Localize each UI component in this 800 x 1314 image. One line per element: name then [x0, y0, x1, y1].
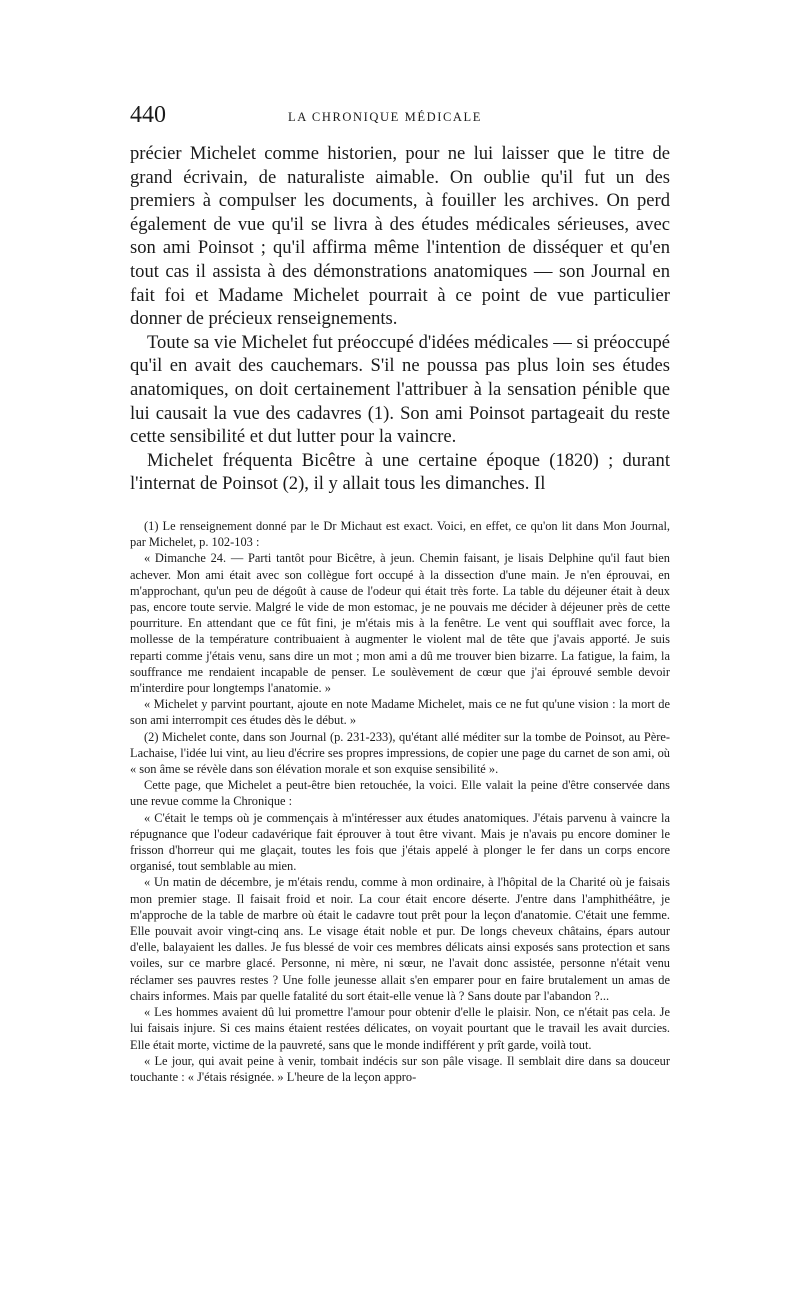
footnote-1: (1) Le renseignement donné par le Dr Michaut est exact. Voici, en effet, ce qu'on lit dans Mon Journal, par Michelet, p. 102-103 : — [130, 519, 670, 550]
main-text — [130, 142, 670, 496]
footnote-quote: « Les hommes avaient dû lui promettre l'amour pour obtenir d'elle le plaisir. Non, ce n'était pas cela. Je lui faisais injure. Si ces mains étaient restées délicates, on voyait pourtant que le travail les avait durcies. Elle était morte, victime de la pauvreté, sans que le monde indifférent y prît garde, voilà tout. — [130, 1005, 670, 1052]
body-paragraph: précier Michelet comme historien, pour ne lui laisser que le titre de grand écrivain, de naturaliste aimable. On oublie qu'il fut un des premiers à compulser les documents, à fouiller les archives. On perd également de vue qu'il se livra à des études médicales sérieuses, avec son ami Poinsot ; qu'il affirma même l'intention de disséquer et qu'en tout cas il assista à des démonstrations anatomiques — son Journal en fait foi et Madame Michelet pourrait à ce point de vue particulier donner de précieux renseignements. — [130, 143, 670, 330]
footnote-2: (2) Michelet conte, dans son Journal (p. 231-233), qu'étant allé méditer sur la tombe de Poinsot, au Père-Lachaise, l'idée lui vint, au lieu d'écrire ses propres impressions, de copier une page du carnet de son ami, où « son âme se révèle dans son élévation morale et son exquise sensibilité ». — [130, 729, 670, 777]
footnote-quote: « Michelet y parvint pourtant, ajoute en note Madame Michelet, mais ce ne fut qu'une vision : la mort de son ami interrompit ces études dès le début. » — [130, 697, 670, 728]
footnote-quote: « C'était le temps où je commençais à m'intéresser aux études anatomiques. J'étais parvenu à vaincre la répugnance que l'odeur cadavérique fait éprouver à tout être vivant. Mais je n'avais pu encore dominer le frisson d'horreur qui me glaçait, toutes les fois que j'étais appelé à plonger le fer dans un corps encore organisé, tout semblable au mien. — [130, 810, 670, 874]
footnote-quote: « Un matin de décembre, je m'étais rendu, comme à mon ordinaire, à l'hôpital de la Charité où je faisais mon premier stage. Il faisait froid et noir. La cour était encore déserte. J'entre dans l'amphithéâtre, je m'approche de la table de marbre où était le cadavre tout prêt pour la leçon d'anatomie. C'était une femme. Elle pouvait avoir vingt-cinq ans. Le visage était noble et pur. De longs cheveux châtains, épars autour d'elle, balayaient les dalles. Je fus blessé de voir ces membres délicats ainsi exposés sans protection et sans voiles, sur ce marbre glacé. Personne, ni mère, ni sœur, ne l'avait donc assistée, personne n'était venu réclamer ses pauvres restes ? Une folle jeunesse allait s'en emparer pour en faire brutalement un amas de chairs informes. Mais par quelle fatalité du sort était-elle venue là ? Sans doute par l'abandon ?... — [130, 875, 670, 1003]
page-number: 440 — [130, 102, 166, 128]
footnote-quote: « Dimanche 24. — Parti tantôt pour Bicêtre, à jeun. Chemin faisant, je lisais Delphine qu'il faut bien achever. Mon ami était avec son collègue fort occupé à la dissection d'une main. Je n'en éprouvai, en m'approchant, qu'un peu de dégoût à cause de l'odeur qui était très forte. La table du déjeuner était à deux pas, encore toute servie. Malgré le vide de mon estomac, je ne pouvais me décider à déjeuner près de cette pourriture. En attendant que ce fût fini, je m'étais mis à la fenêtre. Le vent qui soufflait avec force, la mollesse de la température contribuaient à augmenter le violent mal de tête que j'avais apporté. Je suis reparti comme j'étais venu, sans dire un mot ; mon ami a dû me trouver bien bizarre. La fatigue, la faim, la souffrance me rendaient incapable de penser. Le soulèvement de cœur que j'ai éprouvé semble devoir m'interdire pour longtemps l'anatomie. » — [130, 551, 670, 696]
body-paragraph: Toute sa vie Michelet fut préoccupé d'idées médicales — si préoccupé qu'il en avait des cauchemars. S'il ne poussa pas plus loin ses études anatomiques, on doit certainement l'attribuer à la sensation pénible que lui causait la vue des cadavres (1). Son ami Poinsot partageait du reste cette sensibilité et dut lutter pour la vaincre. — [130, 331, 670, 448]
footnote-paragraph: Cette page, que Michelet a peut-être bien retouchée, la voici. Elle valait la peine d'être conservée dans une revue comme la Chronique : — [130, 778, 670, 809]
running-title: LA CHRONIQUE MÉDICALE — [288, 110, 483, 124]
footnote-quote: « Le jour, qui avait peine à venir, tombait indécis sur son pâle visage. Il semblait dire dans sa douceur touchante : « J'étais résignée. » L'heure de la leçon appro- — [130, 1053, 670, 1084]
body-paragraph: Michelet fréquenta Bicêtre à une certaine époque (1820) ; durant l'internat de Poinsot (2), il y allait tous les dimanches. Il — [130, 449, 670, 495]
page-header — [130, 100, 670, 134]
footnotes — [130, 518, 670, 1085]
